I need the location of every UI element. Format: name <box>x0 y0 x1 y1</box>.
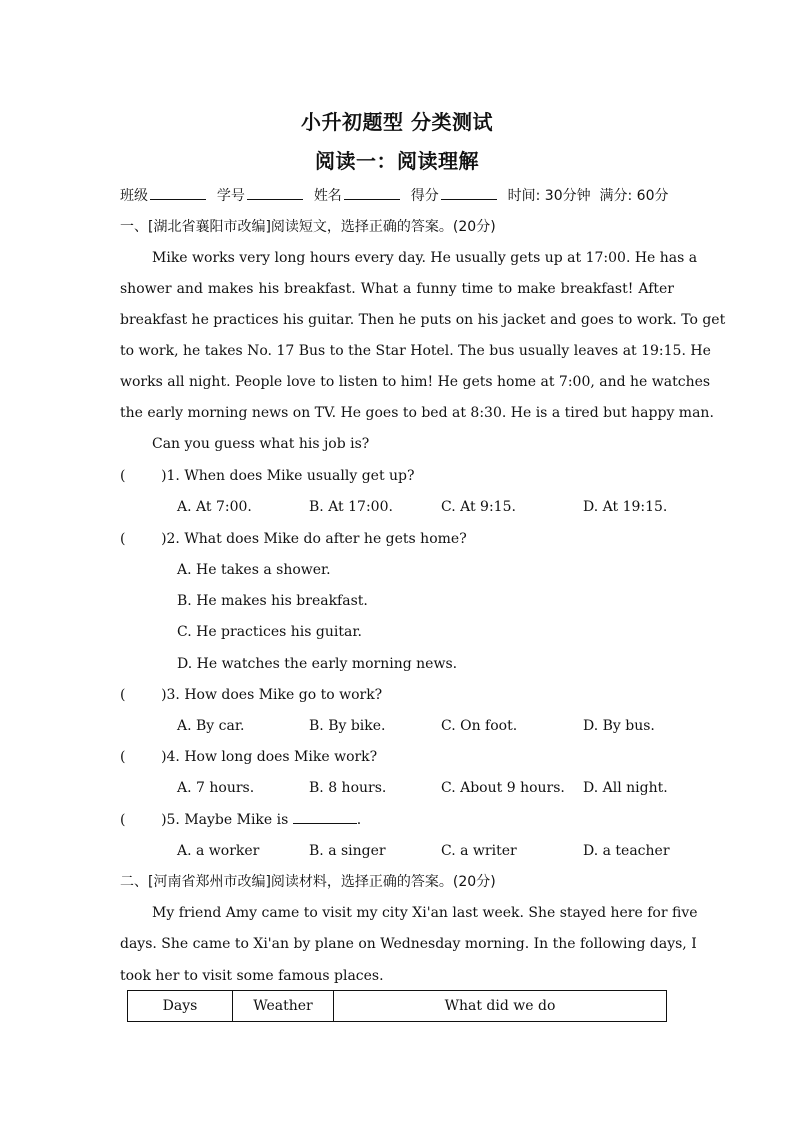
score-blank[interactable] <box>441 187 497 200</box>
page-subtitle: 阅读一：阅读理解 <box>315 149 479 173</box>
full-score-info: 满分: 60分 <box>599 188 669 204</box>
name-label: 姓名 <box>313 188 342 204</box>
passage-line: the early morning news on TV. He goes to bed at 8:30. He is a tired but happy man. <box>120 405 714 421</box>
option-b[interactable]: B. a singer <box>309 843 386 859</box>
page-title: 小升初题型 分类测试 <box>301 110 493 134</box>
passage-line: took her to visit some famous places. <box>120 968 384 984</box>
option-c[interactable]: C. He practices his guitar. <box>177 624 362 640</box>
question-2: ( )2. What does Mike do after he gets home? <box>120 531 467 547</box>
question-1: ( )1. When does Mike usually get up? <box>120 468 415 484</box>
option-d[interactable]: D. a teacher <box>583 843 670 859</box>
option-d[interactable]: D. All night. <box>583 780 668 796</box>
option-c[interactable]: C. a writer <box>441 843 517 859</box>
option-c[interactable]: C. At 9:15. <box>441 499 516 515</box>
option-b[interactable]: B. 8 hours. <box>309 780 387 796</box>
option-b[interactable]: B. By bike. <box>309 718 386 734</box>
option-a[interactable]: A. He takes a shower. <box>177 562 331 578</box>
option-c[interactable]: C. About 9 hours. <box>441 780 565 796</box>
question-5 <box>120 810 674 830</box>
question-3: ( )3. How does Mike go to work? <box>120 687 383 703</box>
passage-line: to work, he takes No. 17 Bus to the Star Hotel. The bus usually leaves at 19:15. He <box>120 343 711 359</box>
question-4: ( )4. How long does Mike work? <box>120 749 378 765</box>
passage-line: works all night. People love to listen to him! He gets home at 7:00, and he watches <box>120 374 711 390</box>
option-c[interactable]: C. On foot. <box>441 718 518 734</box>
table-header-weather: Weather <box>233 991 334 1022</box>
passage-line: breakfast he practices his guitar. Then he puts on his jacket and goes to work. To get <box>120 312 726 328</box>
id-blank[interactable] <box>247 187 303 200</box>
question-5-end: . <box>356 812 362 828</box>
table-header-activity: What did we do <box>334 991 667 1022</box>
question-5-text: ( )5. Maybe Mike is <box>120 812 289 828</box>
answer-blank[interactable] <box>293 811 357 824</box>
option-a[interactable]: A. At 7:00. <box>177 499 252 515</box>
name-blank[interactable] <box>344 187 400 200</box>
option-b[interactable]: B. He makes his breakfast. <box>177 593 368 609</box>
passage-prompt: Can you guess what his job is? <box>152 436 370 452</box>
table-header-days: Days <box>128 991 233 1022</box>
option-a[interactable]: A. By car. <box>177 718 245 734</box>
section1-heading: 一、[湖北省襄阳市改编]阅读短文，选择正确的答案。(20分) <box>120 219 496 235</box>
option-a[interactable]: A. a worker <box>177 843 260 859</box>
table-header-row <box>128 991 667 1022</box>
option-d[interactable]: D. At 19:15. <box>583 499 668 515</box>
option-a[interactable]: A. 7 hours. <box>177 780 255 796</box>
student-info-line <box>120 186 674 206</box>
class-label: 班级 <box>120 188 148 204</box>
section2-heading: 二、[河南省郑州市改编]阅读材料，选择正确的答案。(20分) <box>120 874 496 890</box>
id-label: 学号 <box>216 188 245 204</box>
activity-table <box>127 990 667 1022</box>
option-d[interactable]: D. He watches the early morning news. <box>177 656 458 672</box>
score-label: 得分 <box>410 188 439 204</box>
passage-line: My friend Amy came to visit my city Xi'an last week. She stayed here for five <box>152 905 698 921</box>
passage-line: Mike works very long hours every day. He usually gets up at 17:00. He has a <box>152 250 698 266</box>
passage-line: shower and makes his breakfast. What a funny time to make breakfast! After <box>120 281 674 297</box>
time-info: 时间: 30分钟 <box>507 188 591 204</box>
option-b[interactable]: B. At 17:00. <box>309 499 393 515</box>
option-d[interactable]: D. By bus. <box>583 718 655 734</box>
class-blank[interactable] <box>150 187 206 200</box>
passage-line: days. She came to Xi'an by plane on Wednesday morning. In the following days, I <box>120 936 697 952</box>
